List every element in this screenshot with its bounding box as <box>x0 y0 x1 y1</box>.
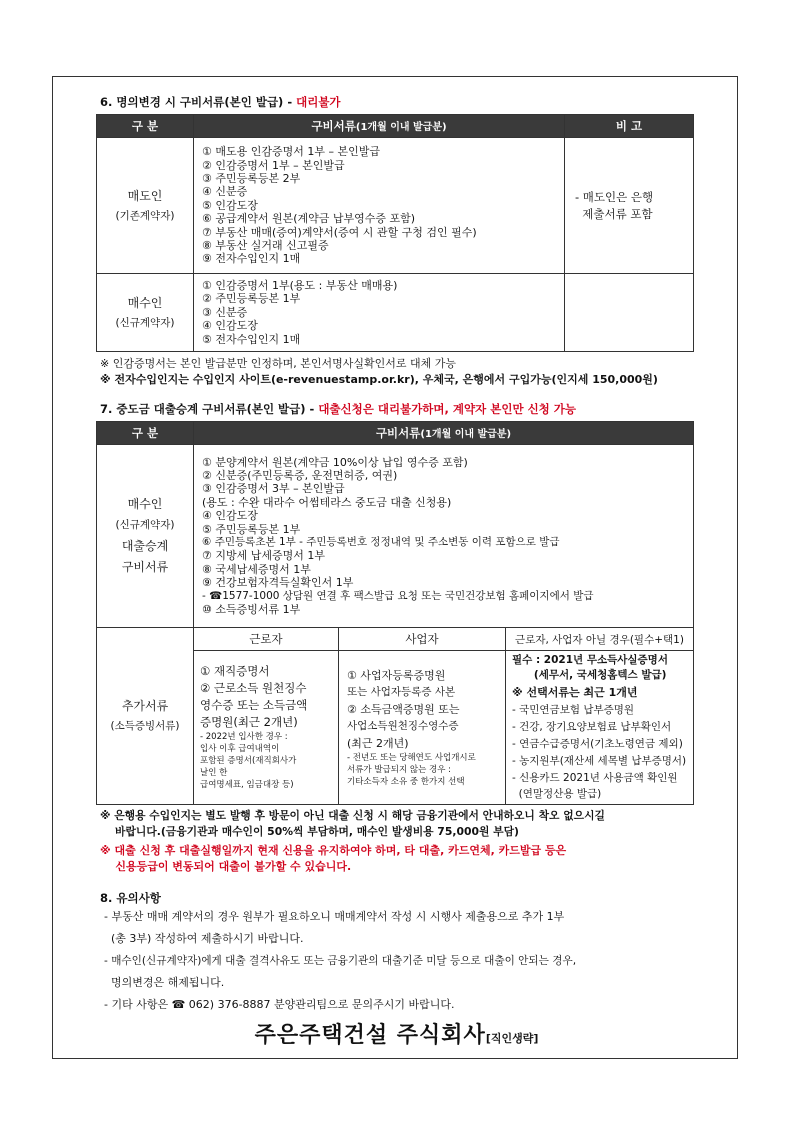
header-category: 구 분 <box>97 422 194 445</box>
list-item: ② 근로소득 원천징수 <box>200 681 307 695</box>
header-remarks: 비 고 <box>565 115 694 138</box>
company-name: 주은주택건설 주식회사 <box>254 1023 486 1048</box>
list-item: (최근 2개년) <box>347 737 409 750</box>
section6-title-warning: 대리불가 <box>296 95 341 109</box>
list-item: ⑤ 전자수입인지 1매 <box>202 332 301 346</box>
section6-note1: ※ 인감증명서는 본인 발급분만 인정하며, 본인서명사실확인서로 대체 가능 <box>100 357 456 370</box>
list-item: ⑤ 인감도장 <box>202 198 258 212</box>
list-item: ② 인감증명서 1부 – 본인발급 <box>202 158 345 172</box>
section7-title-warning: 대출신청은 대리불가하며, 계약자 본인만 신청 가능 <box>318 402 577 416</box>
col-business: 사업자 <box>339 628 506 651</box>
list-item: ① 재직증명서 <box>200 664 270 678</box>
section8-title: 8. 유의사항 <box>100 891 161 905</box>
list-item: ① 사업자등록증명원 <box>347 669 446 682</box>
seller-label: 매도인 (기존계약자) <box>97 138 194 274</box>
list-item: ⑨ 건강보험자격득실확인서 1부 <box>202 576 354 590</box>
employee-docs <box>194 651 339 805</box>
seller-remark: - 매도인은 은행 제출서류 포함 <box>565 138 694 274</box>
list-item: ⑥ 주민등록초본 1부 - 주민등록번호 정정내역 및 주소변동 이력 포함으로 발급 <box>202 536 560 548</box>
section8-line: - 매수인(신규계약자)에게 대출 결격사유도 또는 금융기관의 대출기준 미달 등으로 대출이 안되는 경우, <box>104 955 577 967</box>
section8-line: 명의변경은 해제됩니다. <box>104 976 225 989</box>
list-item: ③ 주민등록등본 2부 <box>202 171 301 185</box>
note-text: 날인 한 <box>200 768 228 778</box>
list-item: ② 주민등록등본 1부 <box>202 292 301 306</box>
seal-omitted-text: [직인생략] <box>485 1032 539 1045</box>
list-item: ⑧ 부동산 실거래 신고필증 <box>202 239 329 253</box>
section7-note1b: 바랍니다.(금융기관과 매수인이 50%씩 부담하며, 매수인 발생비용 75,000원 부담) <box>100 825 519 838</box>
section7-title-text: 7. 중도금 대출승계 구비서류(본인 발급) - <box>100 402 315 416</box>
company-signature <box>0 1018 793 1049</box>
list-item: ⑥ 공급계약서 원본(계약금 납부영수증 포함) <box>202 212 416 226</box>
col-employee: 근로자 <box>194 628 339 651</box>
loan-buyer-label: 매수인 (신규계약자) 대출승계 구비서류 <box>97 445 194 628</box>
section7-note2: ※ 대출 신청 후 대출실행일까지 현재 신용을 유지하여야 하며, 타 대출, 카드연체, 카드발급 등은 <box>100 844 567 857</box>
note-text: 기타소득자 소유 중 한가지 선택 <box>347 777 465 787</box>
list-item: (세무서, 국세청홈텍스 발급) <box>512 669 667 681</box>
list-item: ⑨ 전자수입인지 1매 <box>202 252 301 266</box>
note-text: 입사 이후 급여내역이 <box>200 744 280 754</box>
list-item: ③ 신분증 <box>202 305 248 319</box>
business-docs <box>339 651 506 805</box>
note-text: 포함된 증명서(재직회사가 <box>200 756 297 766</box>
list-item: - 국민연금보험 납부증명원 <box>512 704 635 716</box>
list-item: ⑩ 소득증빙서류 1부 <box>202 603 301 617</box>
seller-documents <box>194 138 565 274</box>
extra-docs-label: 추가서류 (소득증빙서류) <box>97 628 194 805</box>
section7-note2b: 신용등급이 변동되어 대출이 불가할 수 있습니다. <box>100 860 352 873</box>
note-text: - 전년도 또는 당해연도 사업개시로 <box>347 753 476 763</box>
list-item: ⑧ 국세납세증명서 1부 <box>202 562 311 576</box>
list-item: 필수 : 2021년 무소득사실증명서 <box>512 654 668 666</box>
list-item: - 농지원부(재산세 세목별 납부증명서) <box>512 755 687 767</box>
list-item: ⑤ 주민등록등본 1부 <box>202 522 301 536</box>
header-documents: 구비서류(1개월 이내 발급분) <box>194 115 565 138</box>
section6-title <box>100 94 341 110</box>
list-item: ② 소득금액증명원 또는 <box>347 703 460 716</box>
list-item: ① 인감증명서 1부(용도 : 부동산 매매용) <box>202 278 398 292</box>
list-item: 증명원(최근 2개년) <box>200 715 298 729</box>
header-documents: 구비서류(1개월 이내 발급분) <box>194 422 694 445</box>
list-item: (연말정산용 발급) <box>512 788 602 800</box>
section7-title <box>100 401 576 417</box>
note-text: 급여명세표, 임금대장 등) <box>200 780 294 790</box>
list-item: - 신용카드 2021년 사용금액 확인원 <box>512 772 678 784</box>
list-item: - ☎1577-1000 상담원 연결 후 팩스발급 요청 또는 국민건강보험 홈페이지에서 발급 <box>202 589 594 602</box>
list-item: ※ 선택서류는 최근 1개년 <box>512 686 638 699</box>
list-item: ④ 인감도장 <box>202 509 258 523</box>
list-item: ① 분양계약서 원본(계약금 10%이상 납입 영수증 포함) <box>202 455 468 469</box>
header-category: 구 분 <box>97 115 194 138</box>
note-text: - 2022년 입사한 경우 : <box>200 732 288 742</box>
section6-note2: ※ 전자수입인지는 수입인지 사이트(e-revenuestamp.or.kr), 우체국, 은행에서 구입가능(인지세 150,000원) <box>100 373 658 386</box>
list-item: ⑦ 지방세 납세증명서 1부 <box>202 549 325 563</box>
list-item: (용도 : 수완 대라수 어썸테라스 중도금 대출 신청용) <box>202 495 452 509</box>
buyer-documents <box>194 274 565 352</box>
list-item: - 연금수급증명서(기초노령연금 제외) <box>512 738 683 750</box>
buyer-label: 매수인 (신규계약자) <box>97 274 194 352</box>
list-item: 또는 사업자등록증 사본 <box>347 686 456 698</box>
list-item: ② 신분증(주민등록증, 운전면허증, 여권) <box>202 468 398 482</box>
col-other: 근로자, 사업자 아닐 경우(필수+택1) <box>506 628 694 651</box>
list-item: - 건강, 장기요양보험료 납부확인서 <box>512 721 672 733</box>
other-docs <box>506 651 694 805</box>
list-item: ① 매도용 인감증명서 1부 – 본인발급 <box>202 145 380 159</box>
buyer-remark <box>565 274 694 352</box>
list-item: ④ 인감도장 <box>202 319 258 333</box>
list-item: 영수증 또는 소득금액 <box>200 698 308 712</box>
section7-note1: ※ 은행용 수입인지는 별도 발행 후 방문이 아닌 대출 신청 시 해당 금융기관에서 안내하오니 착오 없으시길 <box>100 809 605 822</box>
loan-documents <box>194 445 694 628</box>
section8-line: - 부동산 매매 계약서의 경우 원부가 필요하오니 매매계약서 작성 시 시행사 제출용으로 추가 1부 <box>104 910 565 923</box>
note-text: 서류가 발급되지 않는 경우 : <box>347 765 451 775</box>
section8-line: - 기타 사항은 ☎ 062) 376-8887 분양관리팀으로 문의주시기 바랍니다. <box>104 998 455 1011</box>
list-item: ④ 신분증 <box>202 185 248 199</box>
list-item: 사업소득원천징수영수증 <box>347 720 459 732</box>
section8-line: (총 3부) 작성하여 제출하시기 바랍니다. <box>104 932 304 945</box>
section6-table <box>96 114 694 352</box>
section6-title-text: 6. 명의변경 시 구비서류(본인 발급) - <box>100 95 293 109</box>
section7-table <box>96 421 694 805</box>
list-item: ③ 인감증명서 3부 – 본인발급 <box>202 482 345 496</box>
list-item: ⑦ 부동산 매매(증여)계약서(증여 시 관할 구청 검인 필수) <box>202 225 477 239</box>
